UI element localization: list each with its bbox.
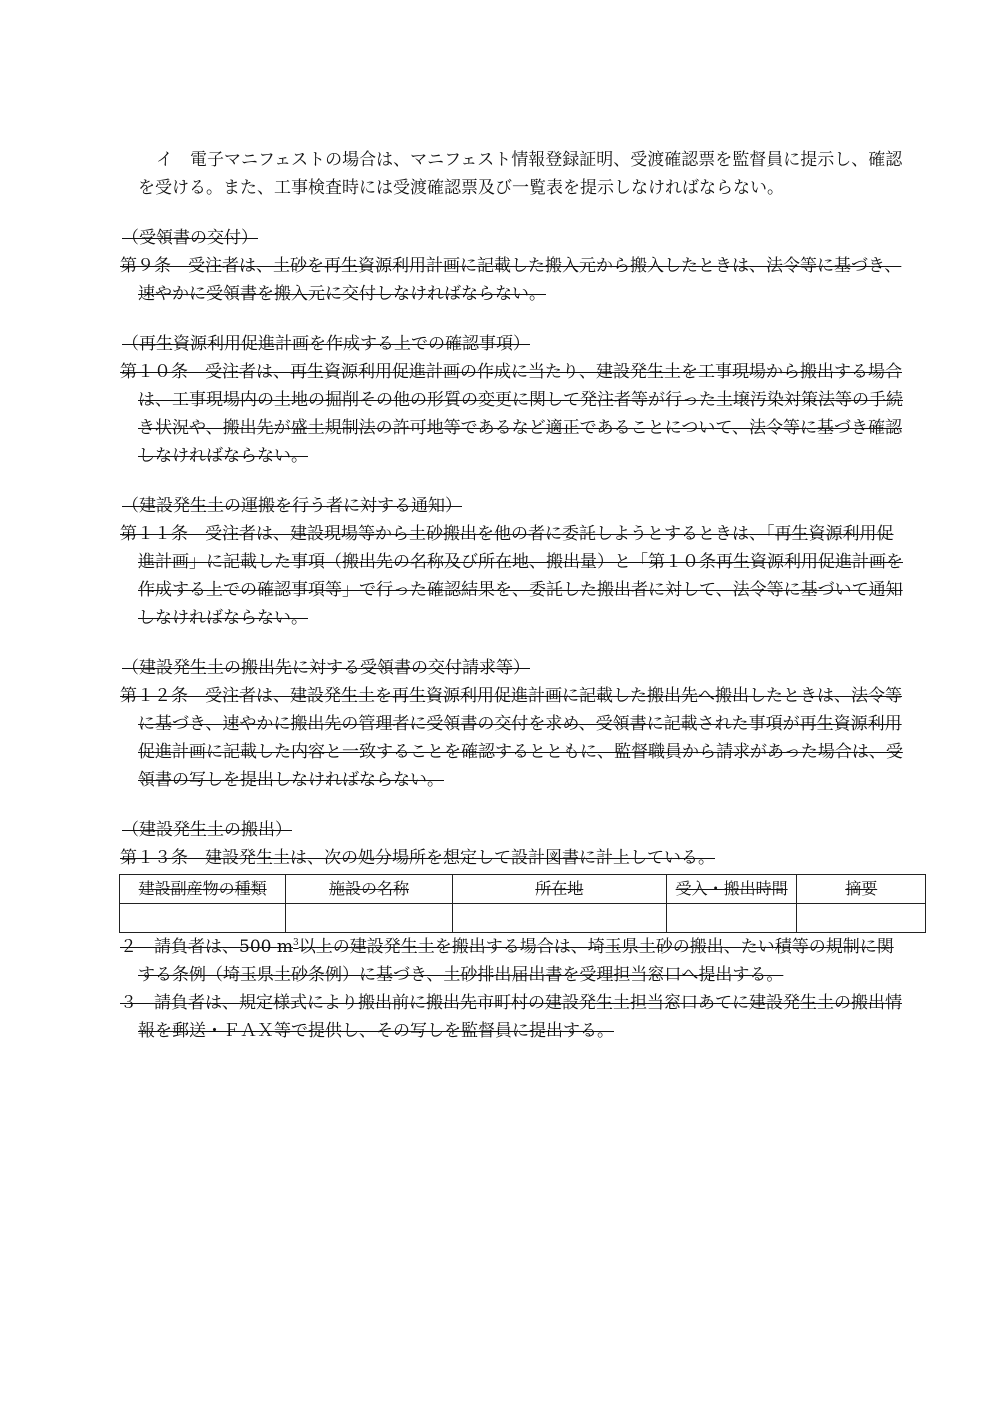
table-cell bbox=[286, 904, 452, 933]
table-header-cell: 摘要 bbox=[797, 875, 926, 904]
article-12-body: 第１２条 受注者は、建設発生土を再生資源利用促進計画に記載した搬出先へ搬出したときは、法令等に基づき、速やかに搬出先の管理者に受領書の交付を求め、受領書に記載された事項が再生資源利用促進計画に記載した内容と一致することを確認するとともに、監督職員から請求があった場合は、受領書の写しを提出しなければならない。 bbox=[120, 686, 903, 790]
article-12-heading: （建設発生土の搬出先に対する受領書の交付請求等） bbox=[122, 658, 530, 678]
article-13-item-3: ３ 請負者は、規定様式により搬出前に搬出先市町村の建設発生土担当窓口あてに建設発生土の搬出情報を郵送・ＦＡＸ等で提供し、その写しを監督員に提出する。 bbox=[120, 993, 902, 1041]
article-9-heading: （受領書の交付） bbox=[122, 228, 258, 248]
table-header-cell: 施設の名称 bbox=[286, 875, 452, 904]
table-cell bbox=[452, 904, 666, 933]
table-header-cell: 建設副産物の種類 bbox=[120, 875, 286, 904]
table-row bbox=[120, 904, 926, 933]
article-13-body: 第１３条 建設発生土は、次の処分場所を想定して設計図書に計上している。 bbox=[120, 848, 715, 868]
table-cell bbox=[120, 904, 286, 933]
item-2-unit: m bbox=[276, 937, 293, 957]
table-header-cell: 所在地 bbox=[452, 875, 666, 904]
article-11-heading: （建設発生土の運搬を行う者に対する通知） bbox=[122, 496, 462, 516]
disposal-site-table bbox=[119, 874, 926, 933]
table-header-cell: 受入・搬出時間 bbox=[666, 875, 797, 904]
item-2-unit-superscript: 3 bbox=[292, 938, 299, 948]
table-cell bbox=[666, 904, 797, 933]
item-2-text-pre: ２ 請負者は、500 bbox=[120, 937, 277, 957]
intro-paragraph: イ 電子マニフェストの場合は、マニフェスト情報登録証明、受渡確認票を監督員に提示し、確認を受ける。また、工事検査時には受渡確認票及び一覧表を提示しなければならない。 bbox=[138, 150, 903, 198]
document-page bbox=[120, 146, 910, 1045]
article-13-heading: （建設発生土の搬出） bbox=[122, 820, 292, 840]
article-9-body: 第９条 受注者は、土砂を再生資源利用計画に記載した搬入元から搬入したときは、法令等に基づき、速やかに受領書を搬入元に交付しなければならない。 bbox=[120, 256, 902, 304]
article-10-body: 第１０条 受注者は、再生資源利用促進計画の作成に当たり、建設発生土を工事現場から搬出する場合は、工事現場内の土地の掘削その他の形質の変更に関して発注者等が行った土壌汚染対策法等の手続き状況や、搬出先が盛土規制法の許可地等であるなど適正であることについて、法令等に基づき確認しなければならない。 bbox=[120, 362, 903, 466]
table-cell bbox=[797, 904, 926, 933]
item-2-text-post: 以上の建設発生土を搬出する場合は、埼玉県土砂の搬出、たい積等の規制に関する条例（埼玉県土砂条例）に基づき、土砂排出届出書を受理担当窓口へ提出する。 bbox=[138, 937, 894, 985]
article-10-heading: （再生資源利用促進計画を作成する上での確認事項） bbox=[122, 334, 530, 354]
article-11-body: 第１１条 受注者は、建設現場等から土砂搬出を他の者に委託しようとするときは、「再生資源利用促進計画」に記載した事項（搬出先の名称及び所在地、搬出量）と「第１０条再生資源利用促進計画を作成する上での確認事項等」で行った確認結果を、委託した搬出者に対して、法令等に基づいて通知しなければならない。 bbox=[120, 524, 903, 628]
article-13-item-2 bbox=[120, 933, 910, 989]
table-header-row bbox=[120, 875, 926, 904]
